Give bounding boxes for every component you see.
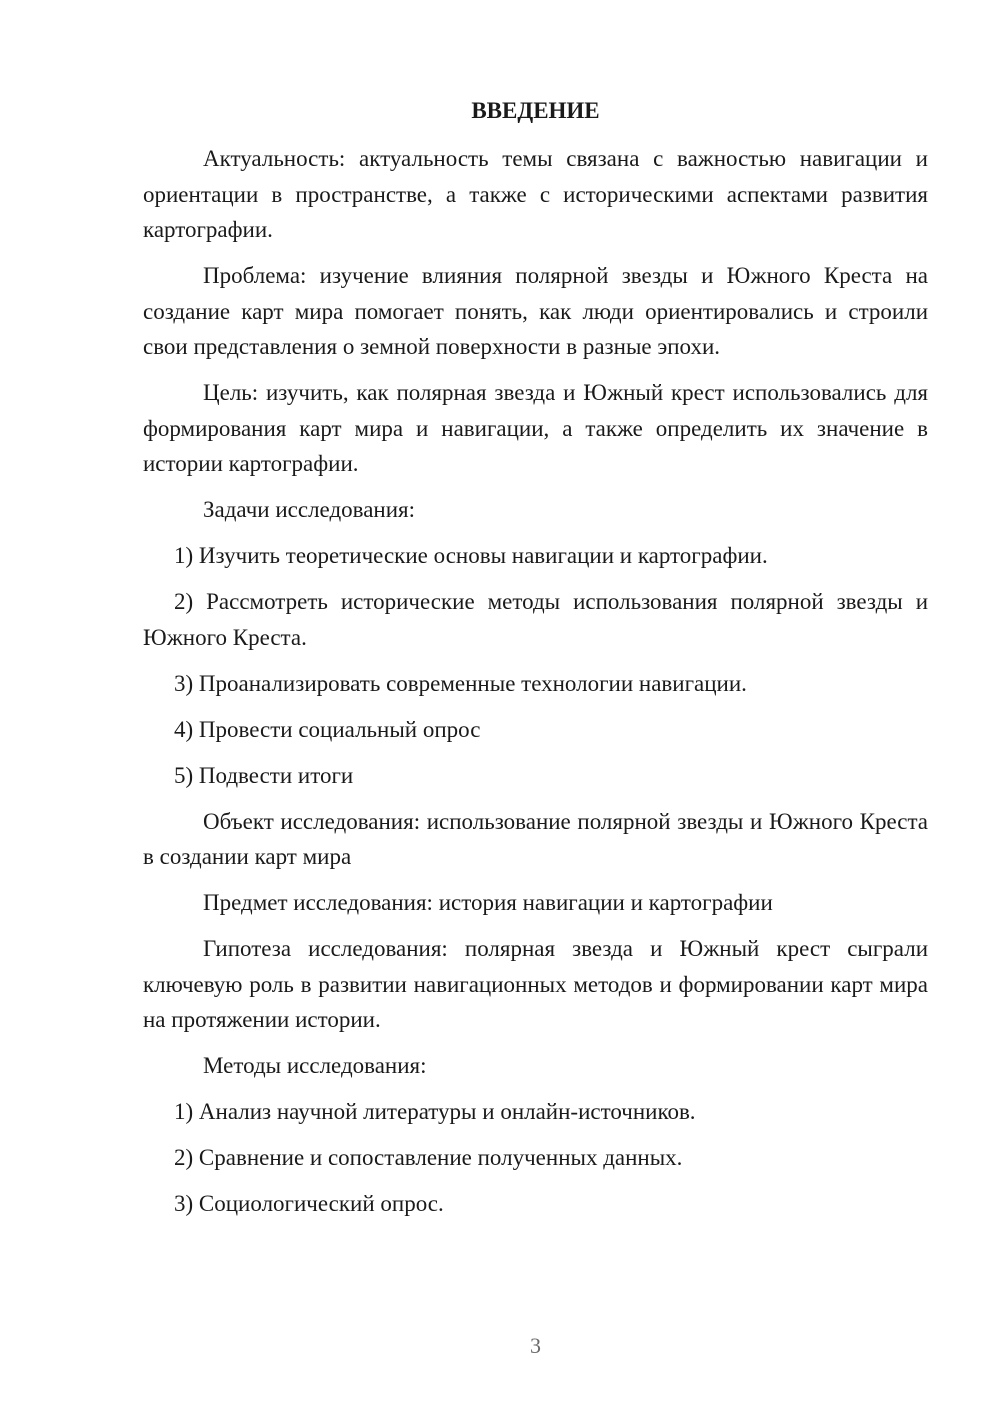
- task-item: 2) Рассмотреть исторические методы использования полярной звезды и Южного Креста.: [143, 589, 928, 650]
- page-number: 3: [530, 1333, 541, 1358]
- hypothesis-paragraph: Гипотеза исследования: полярная звезда и Южный крест сыграли ключевую роль в развитии навигационных методов и формировании карт мира на протяжении истории.: [143, 936, 928, 1032]
- object-paragraph: Объект исследования: использование полярной звезды и Южного Креста в создании карт мира: [143, 808, 928, 869]
- task-item: 1) Изучить теоретические основы навигации и картографии.: [174, 543, 768, 568]
- subject-paragraph: Предмет исследования: история навигации и картографии: [203, 890, 773, 915]
- document-body: [143, 141, 928, 1232]
- page-title: ВВЕДЕНИЕ: [471, 98, 600, 123]
- task-item: 4) Провести социальный опрос: [174, 716, 481, 742]
- method-item: 1) Анализ научной литературы и онлайн-источников.: [174, 1099, 696, 1124]
- relevance-paragraph: Актуальность: актуальность темы связана с важностью навигации и ориентации в пространстве, а также с историческими аспектами развития картографии.: [143, 146, 928, 242]
- method-item: 2) Сравнение и сопоставление полученных данных.: [174, 1145, 683, 1170]
- problem-paragraph: Проблема: изучение влияния полярной звезды и Южного Креста на создание карт мира помогает понять, как люди ориентировались и строили свои представления о земной поверхности в разные эпохи.: [143, 263, 928, 359]
- methods-heading: Методы исследования:: [203, 1053, 427, 1078]
- method-item: 3) Социологический опрос.: [174, 1191, 444, 1216]
- goal-paragraph: Цель: изучить, как полярная звезда и Южный крест использовались для формирования карт мира и навигации, а также определить их значение в истории картографии.: [143, 380, 928, 476]
- document-page: [143, 0, 928, 1414]
- task-item: 3) Проанализировать современные технологии навигации.: [174, 670, 747, 696]
- task-item: 5) Подвести итоги: [174, 762, 354, 788]
- tasks-heading: Задачи исследования:: [203, 497, 416, 522]
